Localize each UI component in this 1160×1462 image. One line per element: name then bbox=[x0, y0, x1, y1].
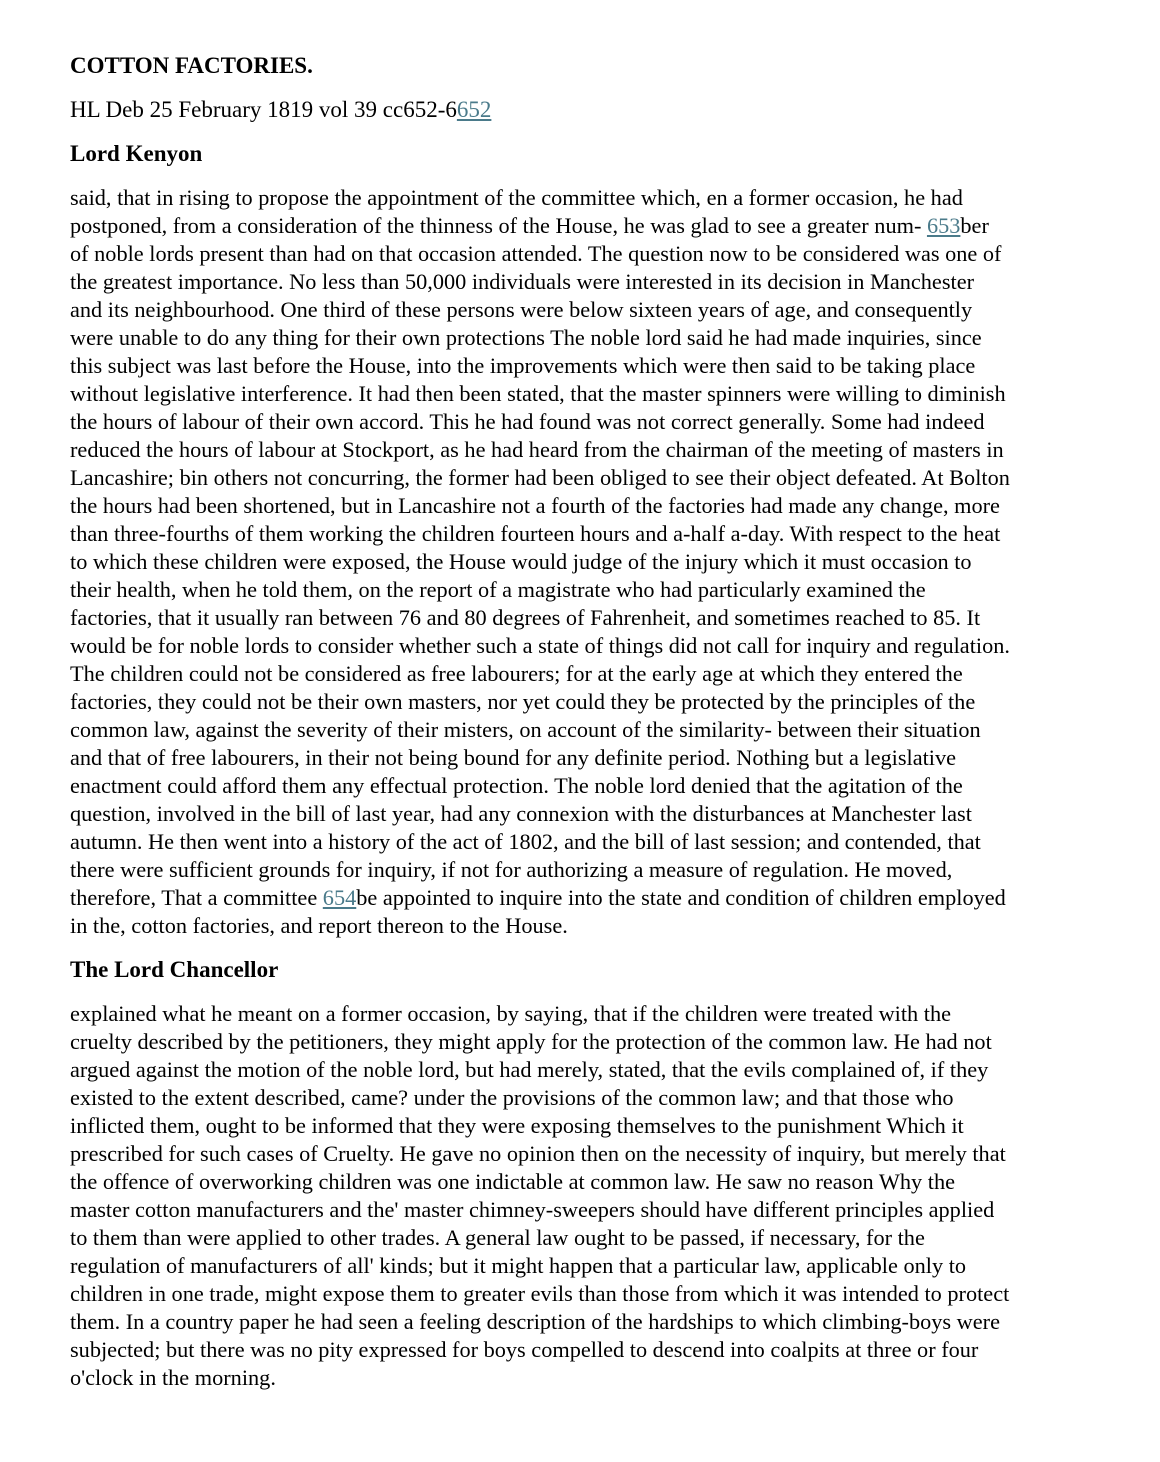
speech-text bbox=[70, 1000, 1010, 1392]
citation-text: HL Deb 25 February 1819 vol 39 cc652-6 bbox=[70, 97, 457, 122]
citation bbox=[70, 96, 1010, 124]
column-link-652[interactable]: 652 bbox=[456, 97, 492, 122]
speech-segment: be appointed to inquire into the state and condition of children employed in the, cotton factories, and report thereon to the House. bbox=[70, 885, 1006, 938]
speech-text bbox=[70, 184, 1010, 940]
speaker-name: The Lord Chancellor bbox=[70, 957, 279, 982]
column-link-653[interactable]: 653 bbox=[926, 213, 961, 238]
document-page bbox=[70, 52, 1010, 1408]
speech-segment: ber of noble lords present than had on that occasion attended. The question now to be considered was one of the greatest importance. No less than 50,000 individuals were interested in its decision in Manchester and its neighbourhood. One third of these persons were below sixteen years of age, and consequently were unable to do any thing for their own protections The noble lord said he had made inquiries, since this subject was last before the House, into the improvements which were then said to be taking place without legislative interference. It had then been stated, that the master spinners were willing to diminish the hours of labour of their own accord. This he had found was not correct generally. Some had indeed reduced the hours of labour at Stockport, as he had heard from the chairman of the meeting of masters in Lancashire; bin others not concurring, the former had been obliged to see their object defeated. At Bolton the hours had been shortened, but in Lancashire not a fourth of the factories had made any change, more than three-fourths of them working the children fourteen hours and a-half a-day. With respect to the heat to which these children were exposed, the House would judge of the injury which it must occasion to their health, when he told them, on the report of a magistrate who had particularly examined the factories, that it usually ran between 76 and 80 degrees of Fahrenheit, and sometimes reached to 85. It would be for noble lords to consider whether such a state of things did not call for inquiry and regulation. The children could not be considered as free labourers; for at the early age at which they entered the factories, they could not be their own masters, nor yet could they be protected by the principles of the common law, against the severity of their misters, on account of the similarity- between their situation and that of free labourers, in their not being bound for any definite period. Nothing but a legislative enactment could afford them any effectual protection. The noble lord denied that the agitation of the question, involved in the bill of last year, had any connexion with the disturbances at Manchester last autumn. He then went into a history of the act of 1802, and the bill of last session; and contended, that there were sufficient grounds for inquiry, if not for authorizing a measure of regulation. He moved, therefore, That a committee bbox=[70, 213, 1010, 910]
speaker-name: Lord Kenyon bbox=[70, 141, 203, 166]
column-link-654[interactable]: 654 bbox=[322, 885, 357, 910]
speech-segment: said, that in rising to propose the appointment of the committee which, en a former occasion, he had postponed, from a consideration of the thinness of the House, he was glad to see a greater num- bbox=[70, 185, 963, 238]
page-title: COTTON FACTORIES. bbox=[70, 53, 313, 78]
speech-segment: explained what he meant on a former occasion, by saying, that if the children were treated with the cruelty described by the petitioners, they might apply for the protection of the common law. He had not argued against the motion of the noble lord, but had merely, stated, that the evils complained of, if they existed to the extent described, came? under the provisions of the common law; and that those who inflicted them, ought to be informed that they were exposing themselves to the punishment Which it prescribed for such cases of Cruelty. He gave no opinion then on the necessity of inquiry, but merely that the offence of overworking children was one indictable at common law. He saw no reason Why the master cotton manufacturers and the' master chimney-sweepers should have different principles applied to them than were applied to other trades. A general law ought to be passed, if necessary, for the regulation of manufacturers of all' kinds; but it might happen that a particular law, applicable only to children in one trade, might expose them to greater evils than those from which it was intended to protect them. In a country paper he had seen a feeling description of the hardships to which climbing-boys were subjected; but there was no pity expressed for boys compelled to descend into coalpits at three or four o'clock in the morning. bbox=[70, 1001, 1010, 1390]
